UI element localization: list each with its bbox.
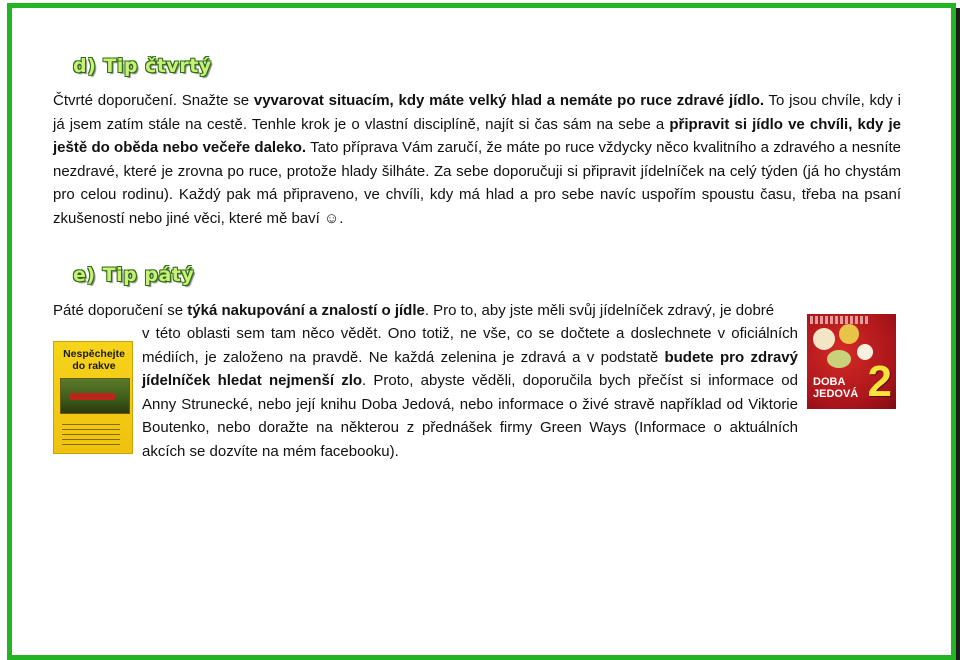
book-cover-title: DOBA JEDOVÁ [813,376,859,400]
book-cover-blurb [62,424,120,446]
paragraph-tip-d [53,89,901,230]
book-cover-photo [60,378,130,414]
book-cover-authors [810,316,870,324]
text-segment: To jsou chvíle, kdy i já jsem zatím stále na cestě. Tenhle krok je o vlastní disciplíně, najít si čas sám na sebe a [53,92,901,133]
heading-tip-e: e) Tip pátý [73,264,195,286]
book-cover-doba-jedova-2 [807,314,896,409]
book-cover-food-image [827,350,851,368]
text-segment-bold: budete pro zdravý jídelníček hledat nejmenší zlo [142,348,798,389]
text-segment: Čtvrté doporučení. Snažte se [53,92,254,109]
book-cover-nespechejte-do-rakve [53,341,133,454]
text-segment: v této oblasti sem tam něco vědět. Ono totiž, ne vše, co se dočtete a doslechnete v oficiálních médiích, je založeno na pravdě. Ne každá zelenina je zdravá a v podstatě [142,325,798,366]
paragraph-tip-e-lead [53,299,901,323]
text-segment: Tato příprava Vám zaručí, že máte po ruce vždycky něco kvalitního a zdravého a nesníte nezdravé, které je zrovna po ruce, protože hlady šilháte. Za sebe doporučuji si připravit jídelníček na celý týden (já ho chystám pro celou rodinu). Každý pak má připraveno, ve chvíli, kdy má hlad a pro sebe navíc uspořím spoustu času, třeba na psaní zkušeností nebo jiné věci, které mě baví ☺. [53,139,901,227]
text-segment: . Pro to, aby jste měli svůj jídelníček zdravý, je dobré [424,302,775,319]
text-segment-bold: týká nakupování a znalostí o jídle [187,302,425,319]
book-cover-title: Nespěchejte do rakve [63,348,125,372]
heading-tip-d: d) Tip čtvrtý [73,55,212,77]
book-cover-food-image [813,328,835,350]
text-segment: Páté doporučení se [53,302,188,319]
book-cover-volume-number: 2 [867,357,892,406]
paragraph-tip-e-body [142,322,798,463]
text-segment-bold: připravit si jídlo ve chvíli, kdy je ještě do oběda nebo večeře daleko. [53,115,901,156]
text-segment-bold: vyvarovat situacím, kdy máte velký hlad a nemáte po ruce zdravé jídlo. [253,92,765,109]
text-segment: . Proto, abyste věděli, doporučila bych přečíst si informace od Anny Strunecké, nebo její knihu Doba Jedová, nebo informace o živé stravě například od Viktorie Boutenko, nebo doražte na některou z přednášek firmy Green Ways (Informace o aktuálních akcích se dozvíte na mém facebooku). [142,372,798,460]
book-cover-food-image [839,324,859,344]
